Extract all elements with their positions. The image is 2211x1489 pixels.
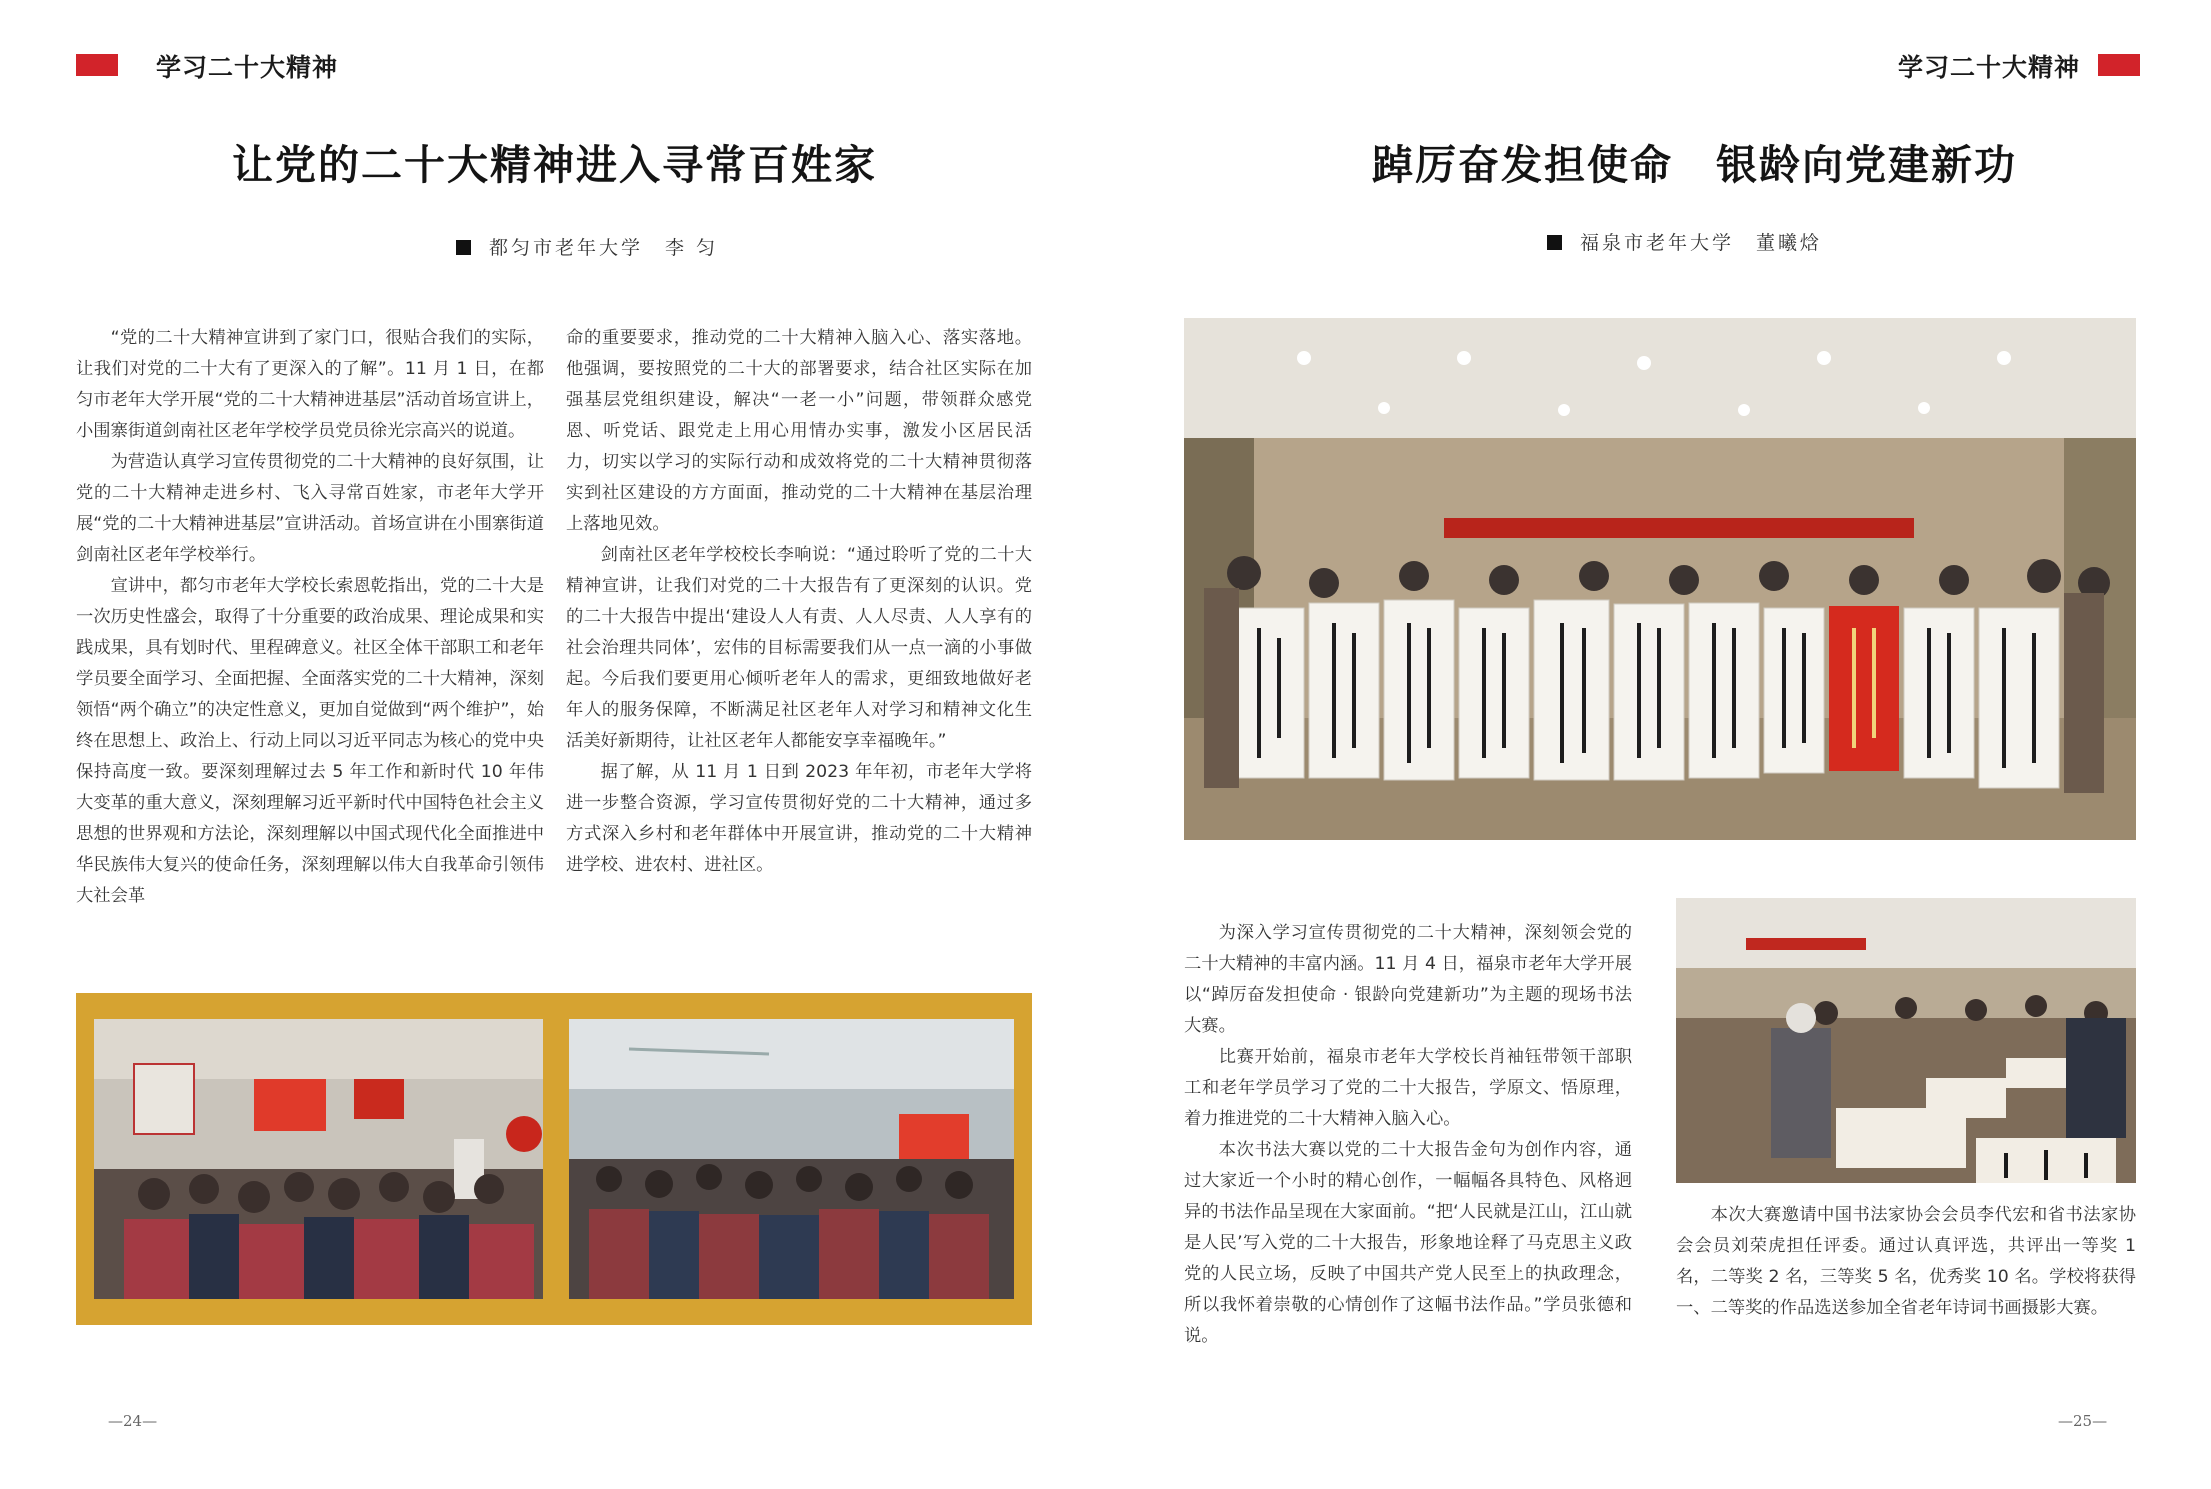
paragraph: 据了解，从 11 月 1 日到 2023 年年初，市老年大学将进一步整合资源，学习宣传贯彻好党的二十大精神，通过多方式深入乡村和老年群体中开展宣讲，推动党的二十大精神进学校、进农村、进社区。	[566, 762, 1032, 875]
byline-square-icon	[456, 240, 471, 255]
byline-text: 都匀市老年大学 李 匀	[489, 237, 719, 259]
lecture-photo-1	[94, 1019, 543, 1299]
photo-frame	[76, 993, 1032, 1325]
article-title: 踔厉奋发担使命 银龄向党建新功	[1372, 141, 2017, 189]
left-page	[0, 0, 1105, 1489]
right-page	[1106, 0, 2211, 1489]
left-column-1	[76, 323, 544, 912]
page-number: —24—	[108, 1412, 158, 1430]
paragraph: 本次大赛邀请中国书法家协会会员李代宏和省书法家协会会员刘荣虎担任评委。通过认真评选，共评出一等奖 1 名，二等奖 2 名，三等奖 5 名，优秀奖 10 名。学校将获得一、二等奖的作品选送参加全省老年诗词书画摄影大赛。	[1676, 1205, 2136, 1318]
calligraphy-group-photo	[1184, 318, 2136, 840]
section-label: 学习二十大精神	[156, 53, 339, 82]
article-byline	[1547, 228, 1822, 255]
paragraph: 剑南社区老年学校校长李响说：“通过聆听了党的二十大精神宣讲，让我们对党的二十大报告有了更深刻的认识。党的二十大报告中提出‘建设人人有责、人人尽责、人人享有的社会治理共同体’，宏伟的目标需要我们从一点一滴的小事做起。今后我们要更用心倾听老年人的需求，更细致地做好老年人的服务保障，不断满足社区老年人对学习和精神文化生活美好新期待，让社区老年人都能安享幸福晚年。”	[566, 545, 1032, 751]
paragraph: 为深入学习宣传贯彻党的二十大精神，深刻领会党的二十大精神的丰富内涵。11 月 4 日，福泉市老年大学开展以“踔厉奋发担使命 · 银龄向党建新功”为主题的现场书法大赛。	[1184, 923, 1632, 1036]
paragraph: 为营造认真学习宣传贯彻党的二十大精神的良好氛围，让党的二十大精神走进乡村、飞入寻常百姓家，市老年大学开展“党的二十大精神进基层”宣讲活动。首场宣讲在小围寨街道剑南社区老年学校举行。	[76, 452, 544, 565]
paragraph: “党的二十大精神宣讲到了家门口，很贴合我们的实际，让我们对党的二十大有了更深入的了解”。11 月 1 日，在都匀市老年大学开展“党的二十大精神进基层”活动首场宣讲上，小围寨街道剑南社区老年学校学员党员徐光宗高兴的说道。	[76, 328, 544, 441]
left-column-2	[566, 323, 1032, 881]
paragraph: 宣讲中，都匀市老年大学校长索恩乾指出，党的二十大是一次历史性盛会，取得了十分重要的政治成果、理论成果和实践成果，具有划时代、里程碑意义。社区全体干部职工和老年学员要全面学习、全面把握、全面落实党的二十大精神，深刻领悟“两个确立”的决定性意义，更加自觉做到“两个维护”，始终在思想上、政治上、行动上同以习近平同志为核心的党中央保持高度一致。要深刻理解过去 5 年工作和新时代 10 年伟大变革的重大意义，深刻理解习近平新时代中国特色社会主义思想的世界观和方法论，深刻理解以中国式现代化全面推进中华民族伟大复兴的使命任务，深刻理解以伟大自我革命引领伟大社会革	[76, 576, 544, 906]
byline-text: 福泉市老年大学 董曦焓	[1580, 232, 1823, 254]
right-column-1	[1184, 918, 1632, 1352]
article-title: 让党的二十大精神进入寻常百姓家	[232, 141, 877, 189]
right-column-2	[1676, 1200, 2136, 1324]
lecture-photo-2	[569, 1019, 1014, 1299]
section-marker-red	[76, 54, 118, 76]
section-marker-red	[2098, 54, 2140, 76]
paragraph: 本次书法大赛以党的二十大报告金句为创作内容，通过大家近一个小时的精心创作，一幅幅各具特色、风格迥异的书法作品呈现在大家面前。“把‘人民就是江山，江山就是人民’写入党的二十大报告，形象地诠释了马克思主义政党的人民立场，反映了中国共产党人民至上的执政理念，所以我怀着崇敬的心情创作了这幅书法作品。”学员张德和说。	[1184, 1140, 1632, 1346]
byline-square-icon	[1547, 235, 1562, 250]
paragraph-continued: 命的重要要求，推动党的二十大精神入脑入心、落实落地。他强调，要按照党的二十大的部署要求，结合社区实际在加强基层党组织建设，解决“一老一小”问题，带领群众感党恩、听党话、跟党走上用心用情办实事，激发小区居民活力，切实以学习的实际行动和成效将党的二十大精神贯彻落实到社区建设的方方面面，推动党的二十大精神在基层治理上落地见效。	[566, 328, 1032, 534]
page-number: —25—	[2058, 1412, 2108, 1430]
section-label: 学习二十大精神	[1898, 53, 2081, 82]
paragraph: 比赛开始前，福泉市老年大学校长肖袖钰带领干部职工和老年学员学习了党的二十大报告，学原文、悟原理，着力推进党的二十大精神入脑入心。	[1184, 1047, 1632, 1129]
competition-photo	[1676, 898, 2136, 1183]
article-byline	[456, 233, 718, 260]
